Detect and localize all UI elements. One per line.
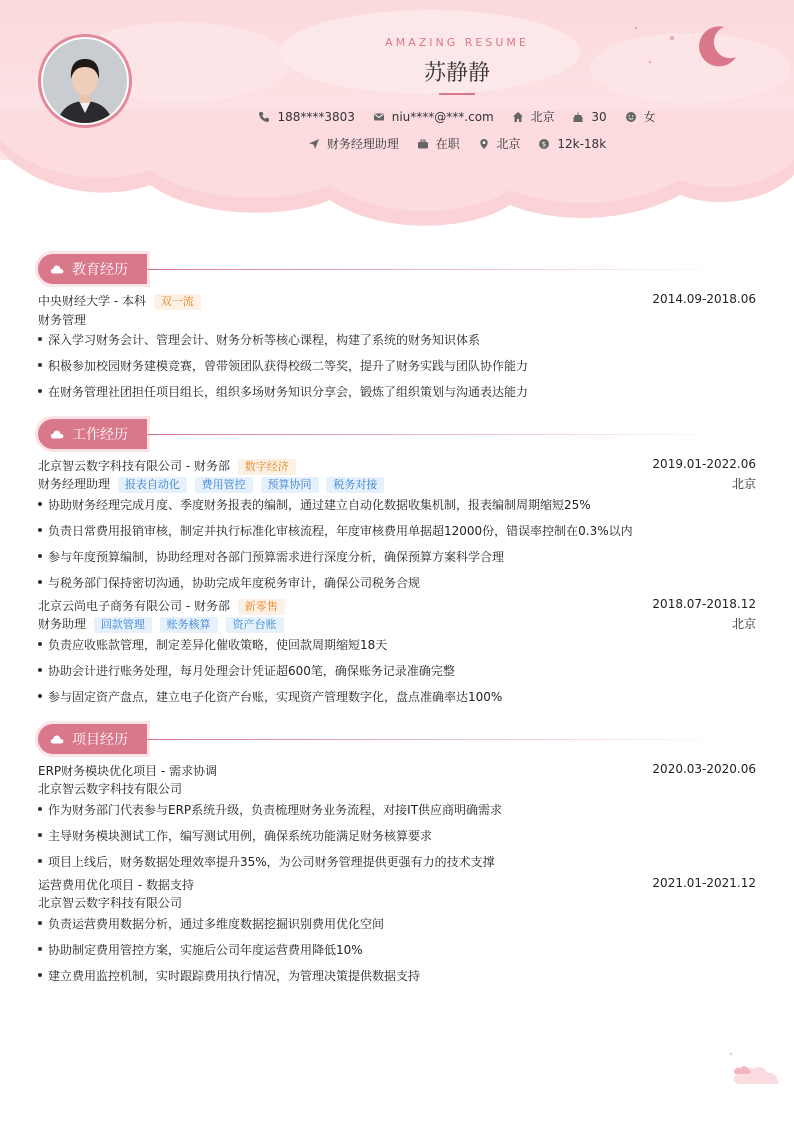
email-text: niu****@***.com: [391, 109, 494, 124]
phone-info: [258, 110, 354, 124]
project-date: 2020.03-2020.06: [652, 762, 756, 776]
cloud-icon: [50, 734, 64, 744]
phone-text: 188****3803: [277, 109, 355, 124]
education-date: 2014.09-2018.06: [652, 292, 756, 306]
city-info: [512, 108, 555, 125]
mail-icon: [373, 111, 385, 123]
list-item: 作为财务部门代表参与ERP系统升级，负责梳理财务业务流程，对接IT供应商明确需求: [38, 801, 756, 818]
skill-tag: 预算协同: [261, 477, 319, 493]
money-icon: [538, 138, 550, 150]
job-position: 财务助理: [38, 617, 87, 631]
list-item: 参与年度预算编制，协助经理对各部门预算需求进行深度分析，确保预算方案科学合理: [38, 548, 756, 565]
svg-text:$: $: [542, 140, 547, 149]
skill-tag: 报表自动化: [118, 477, 187, 493]
skill-tag: 账务核算: [160, 617, 218, 633]
school-name: 中央财经大学 - 本科: [38, 294, 146, 308]
skill-tag: 费用管控: [195, 477, 253, 493]
skill-tag: 税务对接: [326, 477, 384, 493]
list-item: 负责应收账款管理，制定差异化催收策略，使回款周期缩短18天: [38, 636, 756, 653]
job-location: 北京: [731, 617, 756, 631]
education-major: 财务管理: [38, 313, 87, 327]
salary-info: [538, 137, 606, 151]
send-icon: [308, 138, 320, 150]
cake-icon: [572, 111, 584, 123]
job-position-row: [38, 475, 756, 493]
list-item: 主导财务模块测试工作，编写测试用例，确保系统功能满足财务核算要求: [38, 827, 756, 844]
name-underline: [439, 93, 475, 95]
company-name: 北京云尚电子商务有限公司 - 财务部: [38, 599, 230, 613]
list-item: 负责日常费用报销审核，制定并执行标准化审核流程，年度审核费用单据超12000份，错误率控制在0.3%以内: [38, 522, 756, 539]
list-item: 负责运营费用数据分析，通过多维度数据挖掘识别费用优化空间: [38, 915, 756, 932]
project-name-row: [38, 762, 756, 779]
school-tag: 双一流: [154, 294, 201, 310]
list-item: 积极参加校园财务建模竞赛，曾带领团队获得校级二等奖，提升了财务实践与团队协作能力: [38, 357, 756, 374]
project-date: 2021.01-2021.12: [652, 876, 756, 890]
project-company: 北京智云数字科技有限公司: [38, 896, 183, 910]
briefcase-icon: [417, 138, 429, 150]
job-company-row: [38, 597, 756, 615]
section-divider: [147, 269, 727, 270]
city-text: 北京: [530, 110, 555, 124]
list-item: 协助会计进行账务处理，每月处理会计凭证超600笔，确保账务记录准确完整: [38, 662, 756, 679]
list-item: 参与固定资产盘点，建立电子化资产台账，实现资产管理数字化，盘点准确率达100%: [38, 688, 756, 705]
job-target-text: 财务经理助理: [326, 137, 399, 151]
cloud-icon: [50, 264, 64, 274]
status-text: 在职: [435, 137, 460, 151]
salary-text: 12k-18k: [557, 136, 607, 151]
gender-info: [625, 108, 656, 125]
education-school-row: [38, 292, 756, 310]
candidate-name: 苏静静: [423, 61, 490, 86]
phone-icon: [258, 111, 270, 123]
resume-tagline: AMAZING RESUME: [385, 36, 529, 49]
age-text: 30: [591, 109, 607, 124]
skill-tag: 回款管理: [94, 617, 152, 633]
job-position-row: [38, 615, 756, 633]
target-city-info: [478, 135, 521, 152]
industry-tag: 数字经济: [238, 459, 296, 475]
list-item: 建立费用监控机制，实时跟踪费用执行情况，为管理决策提供数据支持: [38, 967, 756, 984]
section-divider: [147, 434, 727, 435]
industry-tag: 新零售: [238, 599, 285, 615]
list-item: 与税务部门保持密切沟通，协助完成年度税务审计，确保公司税务合规: [38, 574, 756, 591]
work-title: 工作经历: [72, 427, 128, 443]
job-company-row: [38, 457, 756, 475]
age-info: [572, 110, 606, 124]
list-item: 深入学习财务会计、管理会计、财务分析等核心课程，构建了系统的财务知识体系: [38, 331, 756, 348]
cloud-icon: [50, 429, 64, 439]
gender-text: 女: [643, 110, 656, 124]
job-intention-row: [0, 135, 794, 153]
resume-header: [0, 0, 794, 230]
smile-icon: [625, 111, 637, 123]
project-name: ERP财务模块优化项目 - 需求协调: [38, 764, 218, 778]
company-name: 北京智云数字科技有限公司 - 财务部: [38, 459, 230, 473]
list-item: 协助制定费用管控方案，实施后公司年度运营费用降低10%: [38, 941, 756, 958]
job-position: 财务经理助理: [38, 477, 111, 491]
project-company: 北京智云数字科技有限公司: [38, 782, 183, 796]
project-name-row: [38, 876, 756, 893]
job-date: 2018.07-2018.12: [652, 597, 756, 611]
list-item: 协助财务经理完成月度、季度财务报表的编制，通过建立自动化数据收集机制，报表编制周期缩短25%: [38, 496, 756, 513]
contact-info-row: [0, 108, 794, 126]
email-info: [373, 110, 494, 124]
job-date: 2019.01-2022.06: [652, 457, 756, 471]
status-info: [417, 135, 460, 152]
education-title: 教育经历: [72, 262, 128, 278]
list-item: 项目上线后，财务数据处理效率提升35%，为公司财务管理提供更强有力的技术支撑: [38, 853, 756, 870]
project-name: 运营费用优化项目 - 数据支持: [38, 878, 194, 892]
list-item: 在财务管理社团担任项目组长，组织多场财务知识分享会，锻炼了组织策划与沟通表达能力: [38, 383, 756, 400]
location-pin-icon: [478, 138, 490, 150]
home-icon: [512, 111, 524, 123]
skill-tag: 资产台账: [226, 617, 284, 633]
project-title: 项目经历: [72, 732, 128, 748]
footer-cloud-icon: [728, 1052, 784, 1086]
job-target-info: [308, 135, 399, 152]
section-divider: [147, 739, 727, 740]
target-city-text: 北京: [496, 137, 521, 151]
job-location: 北京: [731, 477, 756, 491]
